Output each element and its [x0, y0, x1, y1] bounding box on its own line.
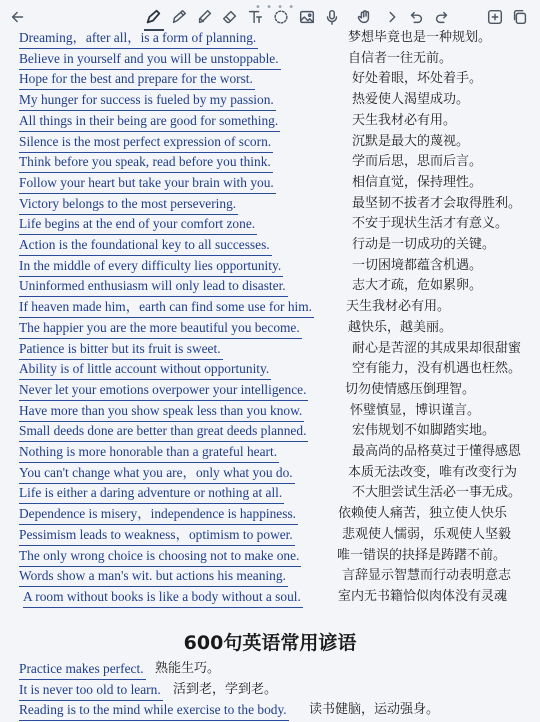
list-item	[0, 401, 540, 422]
list-item	[0, 173, 540, 194]
list-item	[0, 111, 540, 132]
chinese-translation: 学而后思，思而后言。	[352, 154, 483, 170]
chinese-translation: 最坚韧不拔者才会取得胜利。	[352, 195, 522, 211]
english-proverb: Never let your emotions overpower your intelligence.	[19, 380, 308, 401]
list-item	[0, 28, 540, 49]
chinese-translation: 最高尚的品格莫过于懂得感恩	[352, 444, 522, 459]
list-item	[0, 214, 540, 235]
english-proverb: Pessimism leads to weakness，optimism to power.	[19, 525, 295, 546]
english-proverb: All things in their being are good for something.	[19, 111, 280, 132]
microphone-icon[interactable]	[321, 6, 343, 28]
section-title: 600句英语常用谚语	[183, 632, 357, 654]
english-proverb: You can't change what you are，only what you do.	[19, 463, 295, 484]
list-item	[0, 700, 540, 722]
list-item	[0, 318, 540, 339]
english-proverb: Ability is of little account without opportunity.	[19, 359, 271, 380]
eraser-icon[interactable]	[219, 6, 241, 28]
list-item	[0, 90, 540, 111]
chinese-translation: 活到老，学到老。	[173, 682, 278, 697]
list-item	[0, 463, 540, 484]
list-item	[0, 49, 540, 70]
list-item	[0, 442, 540, 463]
english-proverb: Dependence is misery，independence is happiness.	[19, 504, 298, 525]
list-item	[0, 152, 540, 173]
english-proverb: The happier you are the more beautiful you become.	[19, 318, 302, 339]
list-item	[0, 132, 540, 153]
chinese-translation: 本质无法改变，唯有改变行为	[348, 464, 518, 480]
list-item	[0, 235, 540, 256]
chinese-translation: 读书健脑，运动强身。	[309, 702, 440, 717]
english-proverb: Life begins at the end of your comfort zone.	[19, 214, 257, 235]
english-proverb: Think before you speak, read before you think.	[19, 152, 273, 173]
chinese-translation: 越快乐，越美丽。	[348, 319, 453, 335]
english-proverb: Dreaming，after all，is a form of planning.	[19, 28, 258, 49]
chinese-translation: 唯一错误的抉择是踌躇不前。	[337, 547, 507, 563]
list-item	[0, 297, 540, 318]
chinese-translation: 行动是一切成功的关键。	[352, 237, 496, 252]
english-proverb: Life is either a daring adventure or nothing at all.	[19, 483, 284, 504]
list-item	[0, 566, 540, 587]
back-arrow-icon[interactable]	[7, 6, 29, 28]
english-proverb: Have more than you show speak less than you know.	[19, 401, 304, 422]
list-item	[0, 546, 540, 567]
list-item	[0, 504, 540, 525]
pen-icon[interactable]	[142, 6, 164, 28]
lasso-icon[interactable]	[270, 6, 292, 28]
chinese-translation: 相信直觉，保持理性。	[352, 174, 483, 190]
english-proverb: Follow your heart but take your brain with you.	[19, 173, 276, 194]
hand-icon[interactable]	[354, 6, 376, 28]
chinese-translation: 怀璧慎显，博识谨言。	[350, 402, 481, 418]
text-tool-icon[interactable]	[244, 6, 266, 28]
chinese-translation: 热爱使人渴望成功。	[352, 92, 470, 108]
list-item	[0, 359, 540, 380]
list-item	[0, 339, 540, 360]
english-proverb: Patience is bitter but its fruit is sweet.	[19, 339, 223, 360]
chinese-translation: 切勿使情感压倒理智。	[345, 381, 476, 397]
english-proverb: Silence is the most perfect expression of scorn.	[19, 132, 273, 153]
list-item	[0, 69, 540, 90]
chinese-translation: 悲观使人懦弱，乐观使人坚毅	[342, 526, 512, 542]
copy-icon[interactable]	[509, 6, 531, 28]
list-item	[0, 421, 540, 442]
english-proverb: Action is the foundational key to all successes.	[19, 235, 272, 256]
chinese-translation: 自信者一往无前。	[348, 50, 453, 66]
chinese-translation: 天生我材必有用。	[352, 112, 457, 128]
undo-icon[interactable]	[405, 6, 427, 28]
chinese-translation: 不安于现状生活才有意义。	[352, 216, 509, 232]
english-proverb: Small deeds done are better than great deeds planned.	[19, 421, 308, 442]
english-proverb: Victory belongs to the most persevering.	[19, 194, 238, 215]
english-proverb: In the middle of every difficulty lies opportunity.	[19, 256, 283, 277]
chinese-translation: 言辞显示智慧而行动表明意志	[342, 568, 512, 584]
chinese-translation: 依赖使人痛苦，独立使人快乐	[338, 506, 508, 522]
chinese-translation: 不大胆尝试生活必一事无成。	[352, 485, 522, 501]
list-item	[0, 659, 540, 681]
forward-icon[interactable]	[381, 6, 403, 28]
chinese-translation: 空有能力，没有机遇也枉然。	[352, 361, 522, 377]
list-item	[0, 276, 540, 297]
list-item	[0, 380, 540, 401]
list-item	[0, 680, 540, 702]
image-icon[interactable]	[296, 6, 318, 28]
chinese-translation: 一切困境都蕴含机遇。	[352, 257, 483, 273]
english-proverb: Hope for the best and prepare for the worst.	[19, 69, 255, 90]
redo-icon[interactable]	[431, 6, 453, 28]
list-item	[0, 194, 540, 215]
list-item	[0, 483, 540, 504]
pencil-icon[interactable]	[168, 6, 190, 28]
toolbar-dots: • • • •	[255, 2, 296, 13]
chinese-translation: 好处着眼，坏处着手。	[352, 71, 483, 87]
add-page-icon[interactable]	[484, 6, 506, 28]
english-proverb: Reading is to the mind while exercise to the body.	[19, 700, 289, 721]
list-item	[0, 525, 540, 546]
chinese-translation: 天生我材必有用。	[346, 299, 451, 315]
chinese-translation: 志大才疏，危如累卵。	[352, 278, 483, 294]
list-item	[0, 256, 540, 277]
highlighter-icon[interactable]	[194, 6, 216, 28]
english-proverb: The only wrong choice is choosing not to make one.	[19, 546, 301, 567]
english-proverb: A room without books is like a body without a soul.	[23, 587, 303, 608]
list-item	[0, 587, 540, 608]
english-proverb: If heaven made him，earth can find some use for him.	[19, 297, 314, 318]
chinese-translation: 室内无书籍恰似肉体没有灵魂	[338, 588, 508, 604]
english-proverb: Nothing is more honorable than a grateful heart.	[19, 442, 279, 463]
english-proverb: My hunger for success is fueled by my passion.	[19, 90, 276, 111]
chinese-translation: 沉默是最大的蔑视。	[352, 133, 470, 149]
english-proverb: Words show a man's wit. but actions his meaning.	[19, 566, 288, 587]
chinese-translation: 耐心是苦涩的其成果却很甜蜜	[352, 340, 522, 356]
english-proverb: It is never too old to learn.	[19, 680, 163, 701]
chinese-translation: 熟能生巧。	[155, 661, 221, 676]
english-proverb: Believe in yourself and you will be unstoppable.	[19, 49, 281, 70]
english-proverb: Practice makes perfect.	[19, 659, 146, 680]
chinese-translation: 梦想毕竟也是一种规划。	[348, 30, 492, 45]
chinese-translation: 宏伟规划不如脚踏实地。	[352, 423, 496, 439]
english-proverb: Uninformed enthusiasm will only lead to disaster.	[19, 276, 288, 297]
